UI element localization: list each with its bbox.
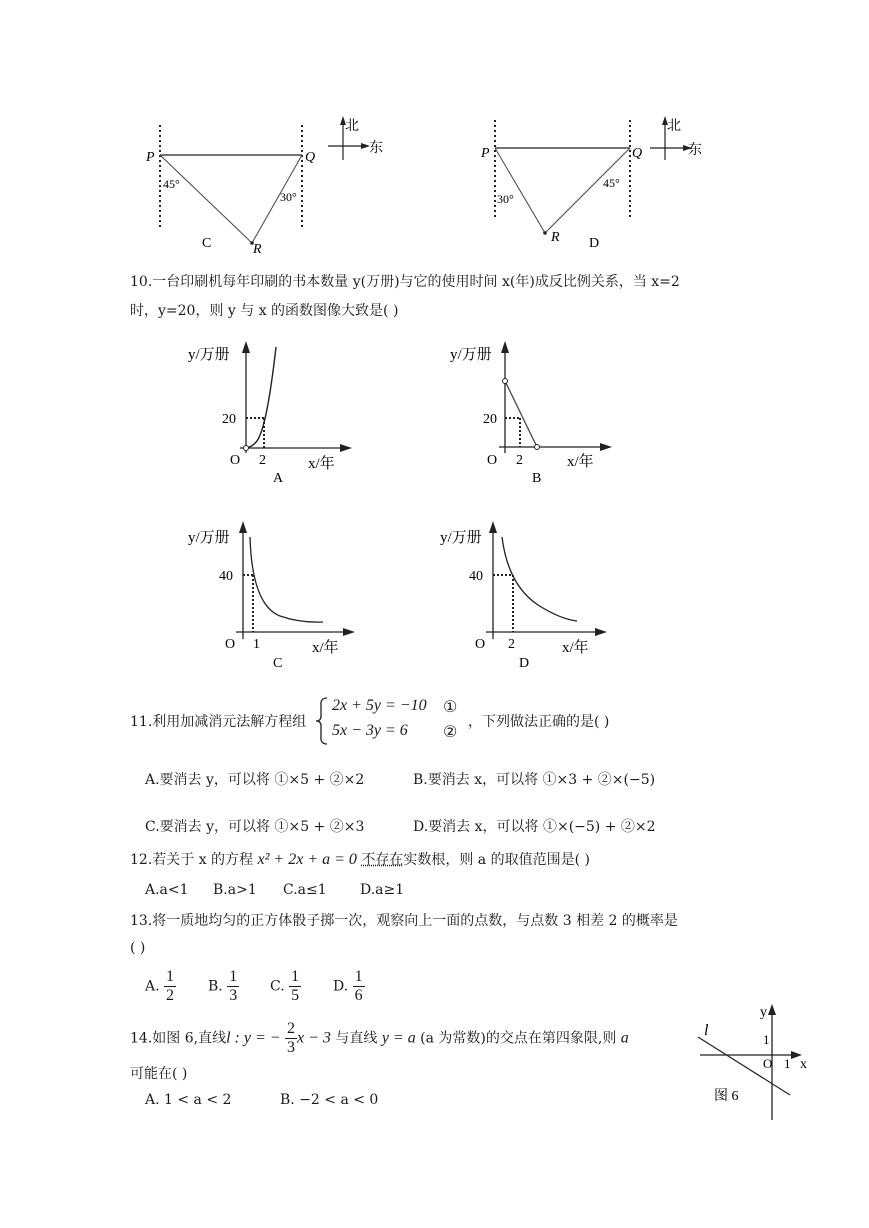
y-tick: 20 xyxy=(483,412,497,427)
q12-prefix: 12.若关于 x 的方程 xyxy=(130,852,254,868)
compass-1 xyxy=(320,112,385,167)
figure-caption: 图 6 xyxy=(714,1089,739,1104)
q11-eq1-mark: ① xyxy=(443,697,458,716)
l-label: l xyxy=(704,1022,709,1039)
origin-label: O xyxy=(225,637,236,652)
q14-figure-6 xyxy=(690,1000,820,1125)
q11-option-d: D.要消去 x，可以将 ①×(−5) + ②×2 xyxy=(413,819,656,835)
option-letter: B. xyxy=(208,978,223,995)
q14-line1 xyxy=(130,1020,629,1057)
x-tick: 2 xyxy=(259,453,266,468)
q13-line2: ( ) xyxy=(130,940,146,956)
q11-prefix: 11.利用加减消元法解方程组 xyxy=(130,714,307,730)
r-point xyxy=(543,231,547,235)
x-tick: 2 xyxy=(516,453,523,468)
r-label: R xyxy=(551,230,560,245)
q12-line xyxy=(130,849,590,869)
angle-45-label: 45° xyxy=(163,177,180,191)
q14-eq2: y = a xyxy=(381,1029,416,1047)
q10-graph-b xyxy=(445,335,635,495)
graph-option-label: D xyxy=(519,656,530,671)
y-axis-label: y xyxy=(760,1005,767,1020)
q13-option-a xyxy=(145,968,176,1005)
x-axis-label: x/年 xyxy=(562,640,589,656)
x-axis-arrow-icon xyxy=(340,444,352,452)
y-axis-arrow-icon xyxy=(489,521,497,533)
q14-paren: (a 为常数)的交点在第四象限,则 xyxy=(420,1030,617,1047)
y-axis-arrow-icon xyxy=(501,341,509,353)
p-label: P xyxy=(481,146,490,161)
origin-label: O xyxy=(230,453,241,468)
origin-label: O xyxy=(487,453,498,468)
line-segment xyxy=(505,381,537,447)
angle-45-label: 45° xyxy=(603,176,620,190)
q12-option-c: C.a≤1 xyxy=(283,882,327,898)
q11-eq1: 2x + 5y = −10 xyxy=(332,697,427,714)
q11-eq2-mark: ② xyxy=(443,722,458,741)
origin-label: O xyxy=(763,1056,773,1071)
pr-segment xyxy=(495,148,545,233)
q10-line2: 时，y=20，则 y 与 x 的函数图像大致是( ) xyxy=(130,303,399,319)
q14-line-eq-post: x − 3 xyxy=(297,1029,331,1047)
x-tick: 2 xyxy=(508,637,515,652)
q11-eq2: 5x − 3y = 6 xyxy=(332,722,408,739)
q13-option-d xyxy=(333,968,365,1005)
curve xyxy=(250,537,323,622)
east-label: 东 xyxy=(369,141,383,156)
q14-prefix: 14.如图 6,直线 xyxy=(130,1030,227,1047)
q13-option-c xyxy=(270,968,301,1005)
x-axis-label: x/年 xyxy=(567,454,594,470)
fraction: $\frac{1}{6}$ xyxy=(354,968,363,1004)
y-axis-arrow-icon xyxy=(242,341,250,353)
q10-graph-a xyxy=(180,335,370,495)
compass-2 xyxy=(645,112,710,167)
x-axis-label: x xyxy=(800,1057,807,1072)
fraction: $\frac{1}{3}$ xyxy=(229,968,238,1004)
q12-option-d: D.a≥1 xyxy=(360,882,405,898)
q11-option-b: B.要消去 x，可以将 ①×3 + ②×(−5) xyxy=(413,772,656,788)
x-axis-arrow-icon xyxy=(343,628,355,636)
angle-30-label: 30° xyxy=(280,190,297,204)
origin-label: O xyxy=(475,637,486,652)
q-label: Q xyxy=(632,146,643,161)
q10-graph-c xyxy=(180,515,370,675)
option-letter: D. xyxy=(333,978,349,995)
graph-option-label: B xyxy=(532,471,542,486)
q13-option-b xyxy=(208,968,239,1005)
y-tick: 20 xyxy=(222,412,236,427)
q12-option-a: A.a<1 xyxy=(145,882,189,898)
x-axis-arrow-icon xyxy=(600,443,612,451)
q12-equation: x² + 2x + a = 0 xyxy=(257,851,357,868)
r-label: R xyxy=(253,242,262,257)
north-label: 北 xyxy=(667,119,681,134)
option-letter: A. xyxy=(145,978,160,995)
curve xyxy=(246,347,276,448)
y-one-label: 1 xyxy=(763,1032,770,1047)
q14-option-a: A. 1 < a < 2 xyxy=(145,1092,232,1108)
q10-graph-d xyxy=(430,515,630,675)
y-tick: 40 xyxy=(219,569,233,584)
y-axis-label: y/万册 xyxy=(440,530,482,546)
line-l xyxy=(698,1037,790,1095)
y-axis-arrow-icon xyxy=(239,521,247,533)
q11-option-a: A.要消去 y，可以将 ①×5 + ②×2 xyxy=(145,772,365,788)
graph-option-label: A xyxy=(273,471,284,486)
qr-segment xyxy=(545,148,630,233)
x-tick: 1 xyxy=(253,637,260,652)
y-axis-label: y/万册 xyxy=(188,530,230,546)
pr-segment xyxy=(160,155,252,243)
q14-a-var: a xyxy=(620,1029,629,1047)
q12-emphasis: 不存在 xyxy=(361,852,404,868)
x-one-label: 1 xyxy=(784,1056,791,1071)
q12-suffix: 实数根，则 a 的取值范围是( ) xyxy=(403,852,590,868)
q11-suffix: ，下列做法正确的是( ) xyxy=(468,714,610,730)
x-axis-label: x/年 xyxy=(308,456,335,472)
q10-line1: 10.一台印刷机每年印刷的书本数量 y(万册)与它的使用时间 x(年)成反比例关系，当 x=2 xyxy=(130,274,680,290)
q14-line2: 可能在( ) xyxy=(130,1066,188,1082)
y-tick: 40 xyxy=(469,569,483,584)
q14-line-eq-pre: l : y = − xyxy=(226,1029,281,1047)
fraction: $\frac{1}{2}$ xyxy=(166,968,175,1004)
angle-30-label: 30° xyxy=(497,192,514,206)
q-label: Q xyxy=(305,150,316,165)
x-axis-label: x/年 xyxy=(312,640,339,656)
east-label: 东 xyxy=(688,143,702,158)
graph-option-label: C xyxy=(273,656,283,671)
q12-option-b: B.a>1 xyxy=(213,882,257,898)
north-label: 北 xyxy=(345,119,359,134)
q14-option-b: B. −2 < a < 0 xyxy=(280,1092,379,1108)
y-axis-label: y/万册 xyxy=(188,347,230,363)
y-axis-arrow-icon xyxy=(768,1004,776,1015)
fraction: $\frac{1}{5}$ xyxy=(291,968,300,1004)
q13-line1: 13.将一质地均匀的正方体骰子掷一次，观察向上一面的点数，与点数 3 相差 2 的概率是 xyxy=(130,913,678,929)
y-axis-label: y/万册 xyxy=(450,347,492,363)
option-c-label: C xyxy=(202,236,212,251)
option-d-label: D xyxy=(589,236,600,251)
p-label: P xyxy=(146,150,155,165)
system-brace xyxy=(315,696,329,746)
q14-mid: 与直线 xyxy=(335,1030,378,1047)
q14-fraction: $\frac{2}{3}$ xyxy=(287,1020,295,1056)
q11-option-c: C.要消去 y，可以将 ①×5 + ②×3 xyxy=(145,819,365,835)
option-letter: C. xyxy=(270,978,285,995)
x-axis-arrow-icon xyxy=(595,628,607,636)
